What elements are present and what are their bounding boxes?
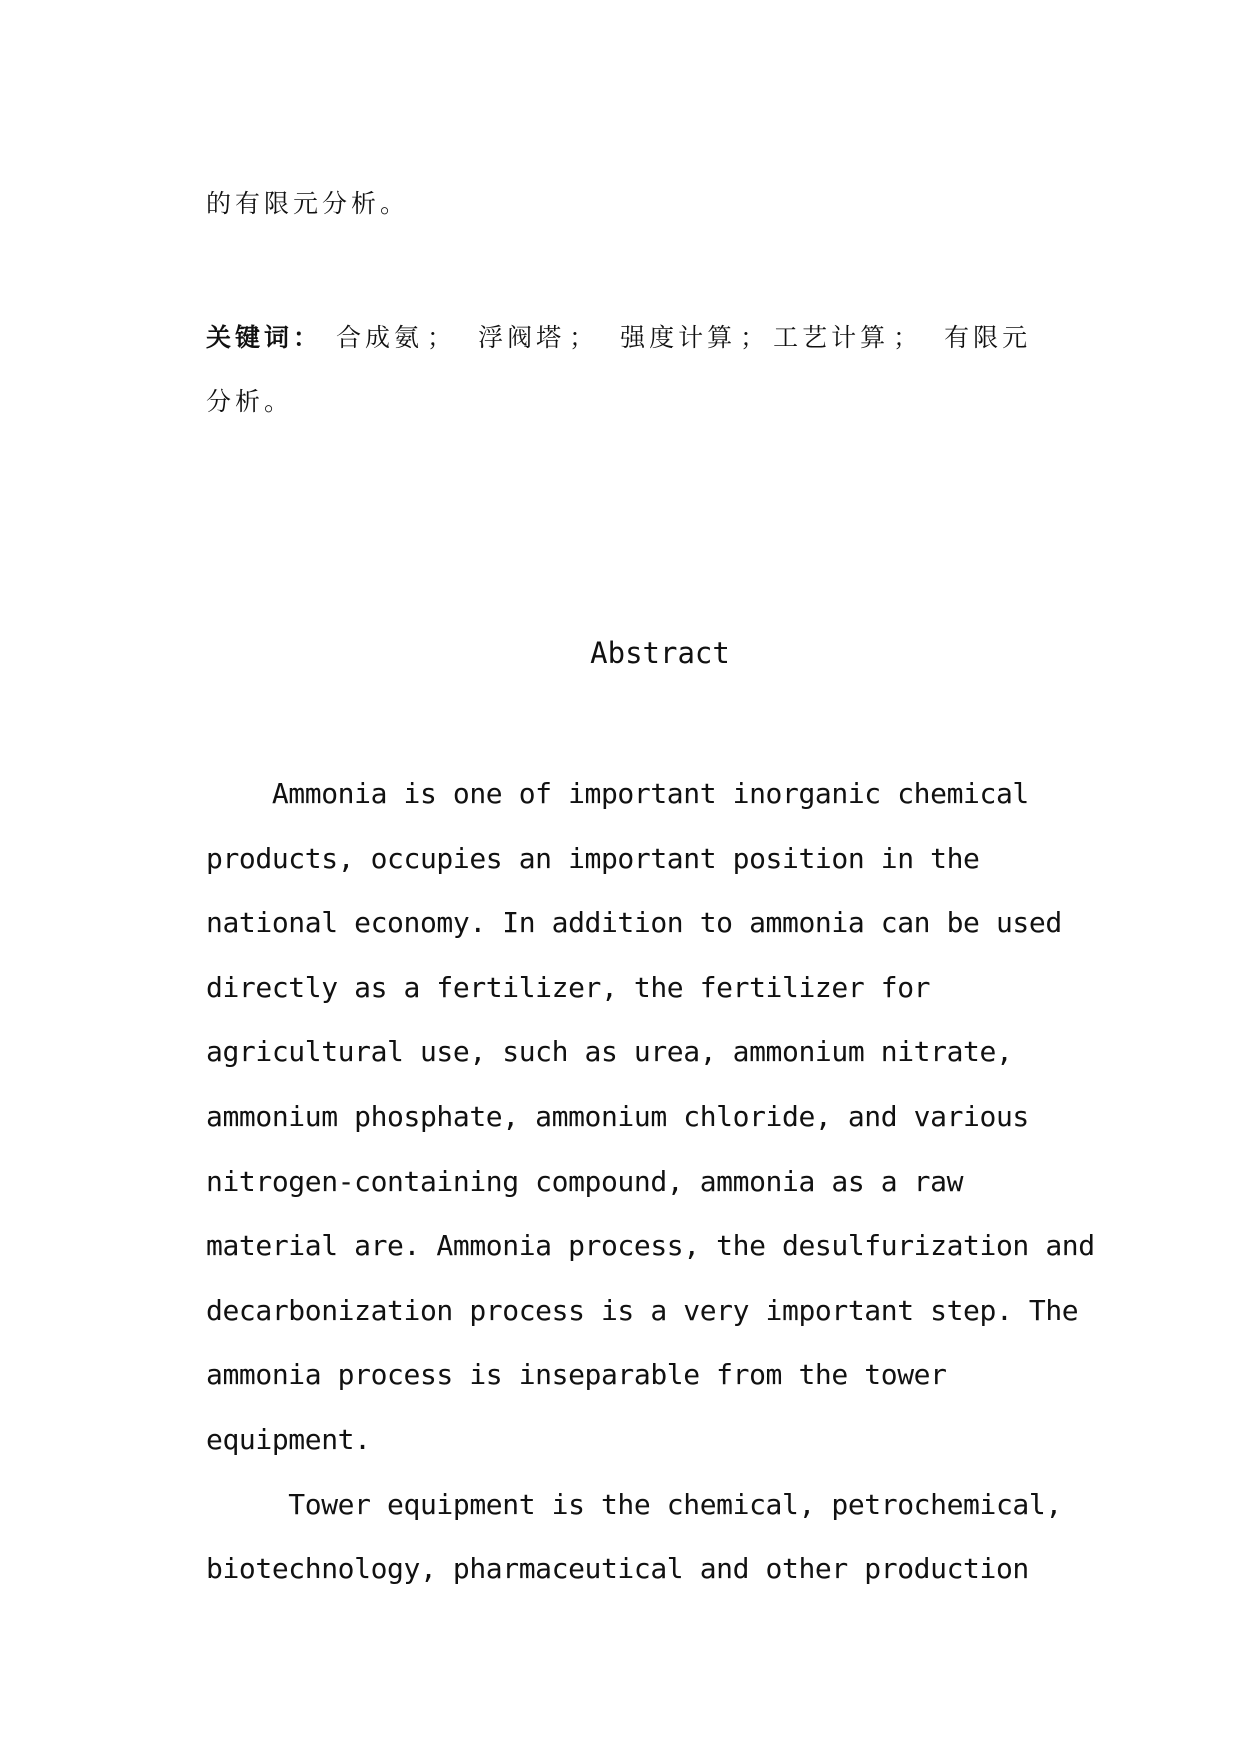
keyword-item: 浮阀塔	[478, 323, 566, 352]
keywords-colon: ：	[293, 323, 323, 352]
abstract-line: nitrogen-containing compound, ammonia as a raw	[206, 1164, 964, 1198]
keywords-label: 关键词	[206, 323, 294, 352]
keyword-item: 合成氨	[336, 323, 424, 352]
keyword-separator: ；	[427, 323, 457, 352]
abstract-line: equipment.	[206, 1422, 371, 1456]
abstract-line: biotechnology, pharmaceutical and other production	[206, 1552, 1029, 1586]
abstract-line: decarbonization process is a very important step. The	[206, 1293, 1079, 1327]
keyword-separator: ；	[893, 323, 923, 352]
abstract-title: Abstract	[590, 636, 730, 670]
abstract-line: ammonium phosphate, ammonium chloride, and various	[206, 1099, 1029, 1133]
abstract-line: Tower equipment is the chemical, petrochemical,	[206, 1487, 1062, 1521]
abstract-body	[206, 762, 1126, 1602]
abstract-line: products, occupies an important position in the	[206, 841, 980, 875]
abstract-line: Ammonia is one of important inorganic chemical	[206, 777, 1029, 810]
abstract-line: agricultural use, such as urea, ammonium nitrate,	[206, 1035, 1013, 1069]
keyword-separator: ；	[740, 323, 770, 352]
keywords-line	[206, 318, 1035, 354]
keyword-item: 工艺计算	[773, 323, 890, 352]
abstract-line: national economy. In addition to ammonia can be used	[206, 906, 1062, 940]
chinese-text-tail: 的有限元分析。	[206, 189, 410, 218]
keyword-item: 有限元	[944, 323, 1032, 352]
abstract-line: ammonia process is inseparable from the tower	[206, 1358, 947, 1392]
keyword-separator: ；	[569, 323, 599, 352]
keyword-item: 强度计算	[620, 323, 737, 352]
abstract-line: directly as a fertilizer, the fertilizer for	[206, 970, 931, 1004]
keywords-line-continued: 分析。	[206, 387, 294, 416]
abstract-line: material are. Ammonia process, the desulfurization and	[206, 1229, 1095, 1263]
